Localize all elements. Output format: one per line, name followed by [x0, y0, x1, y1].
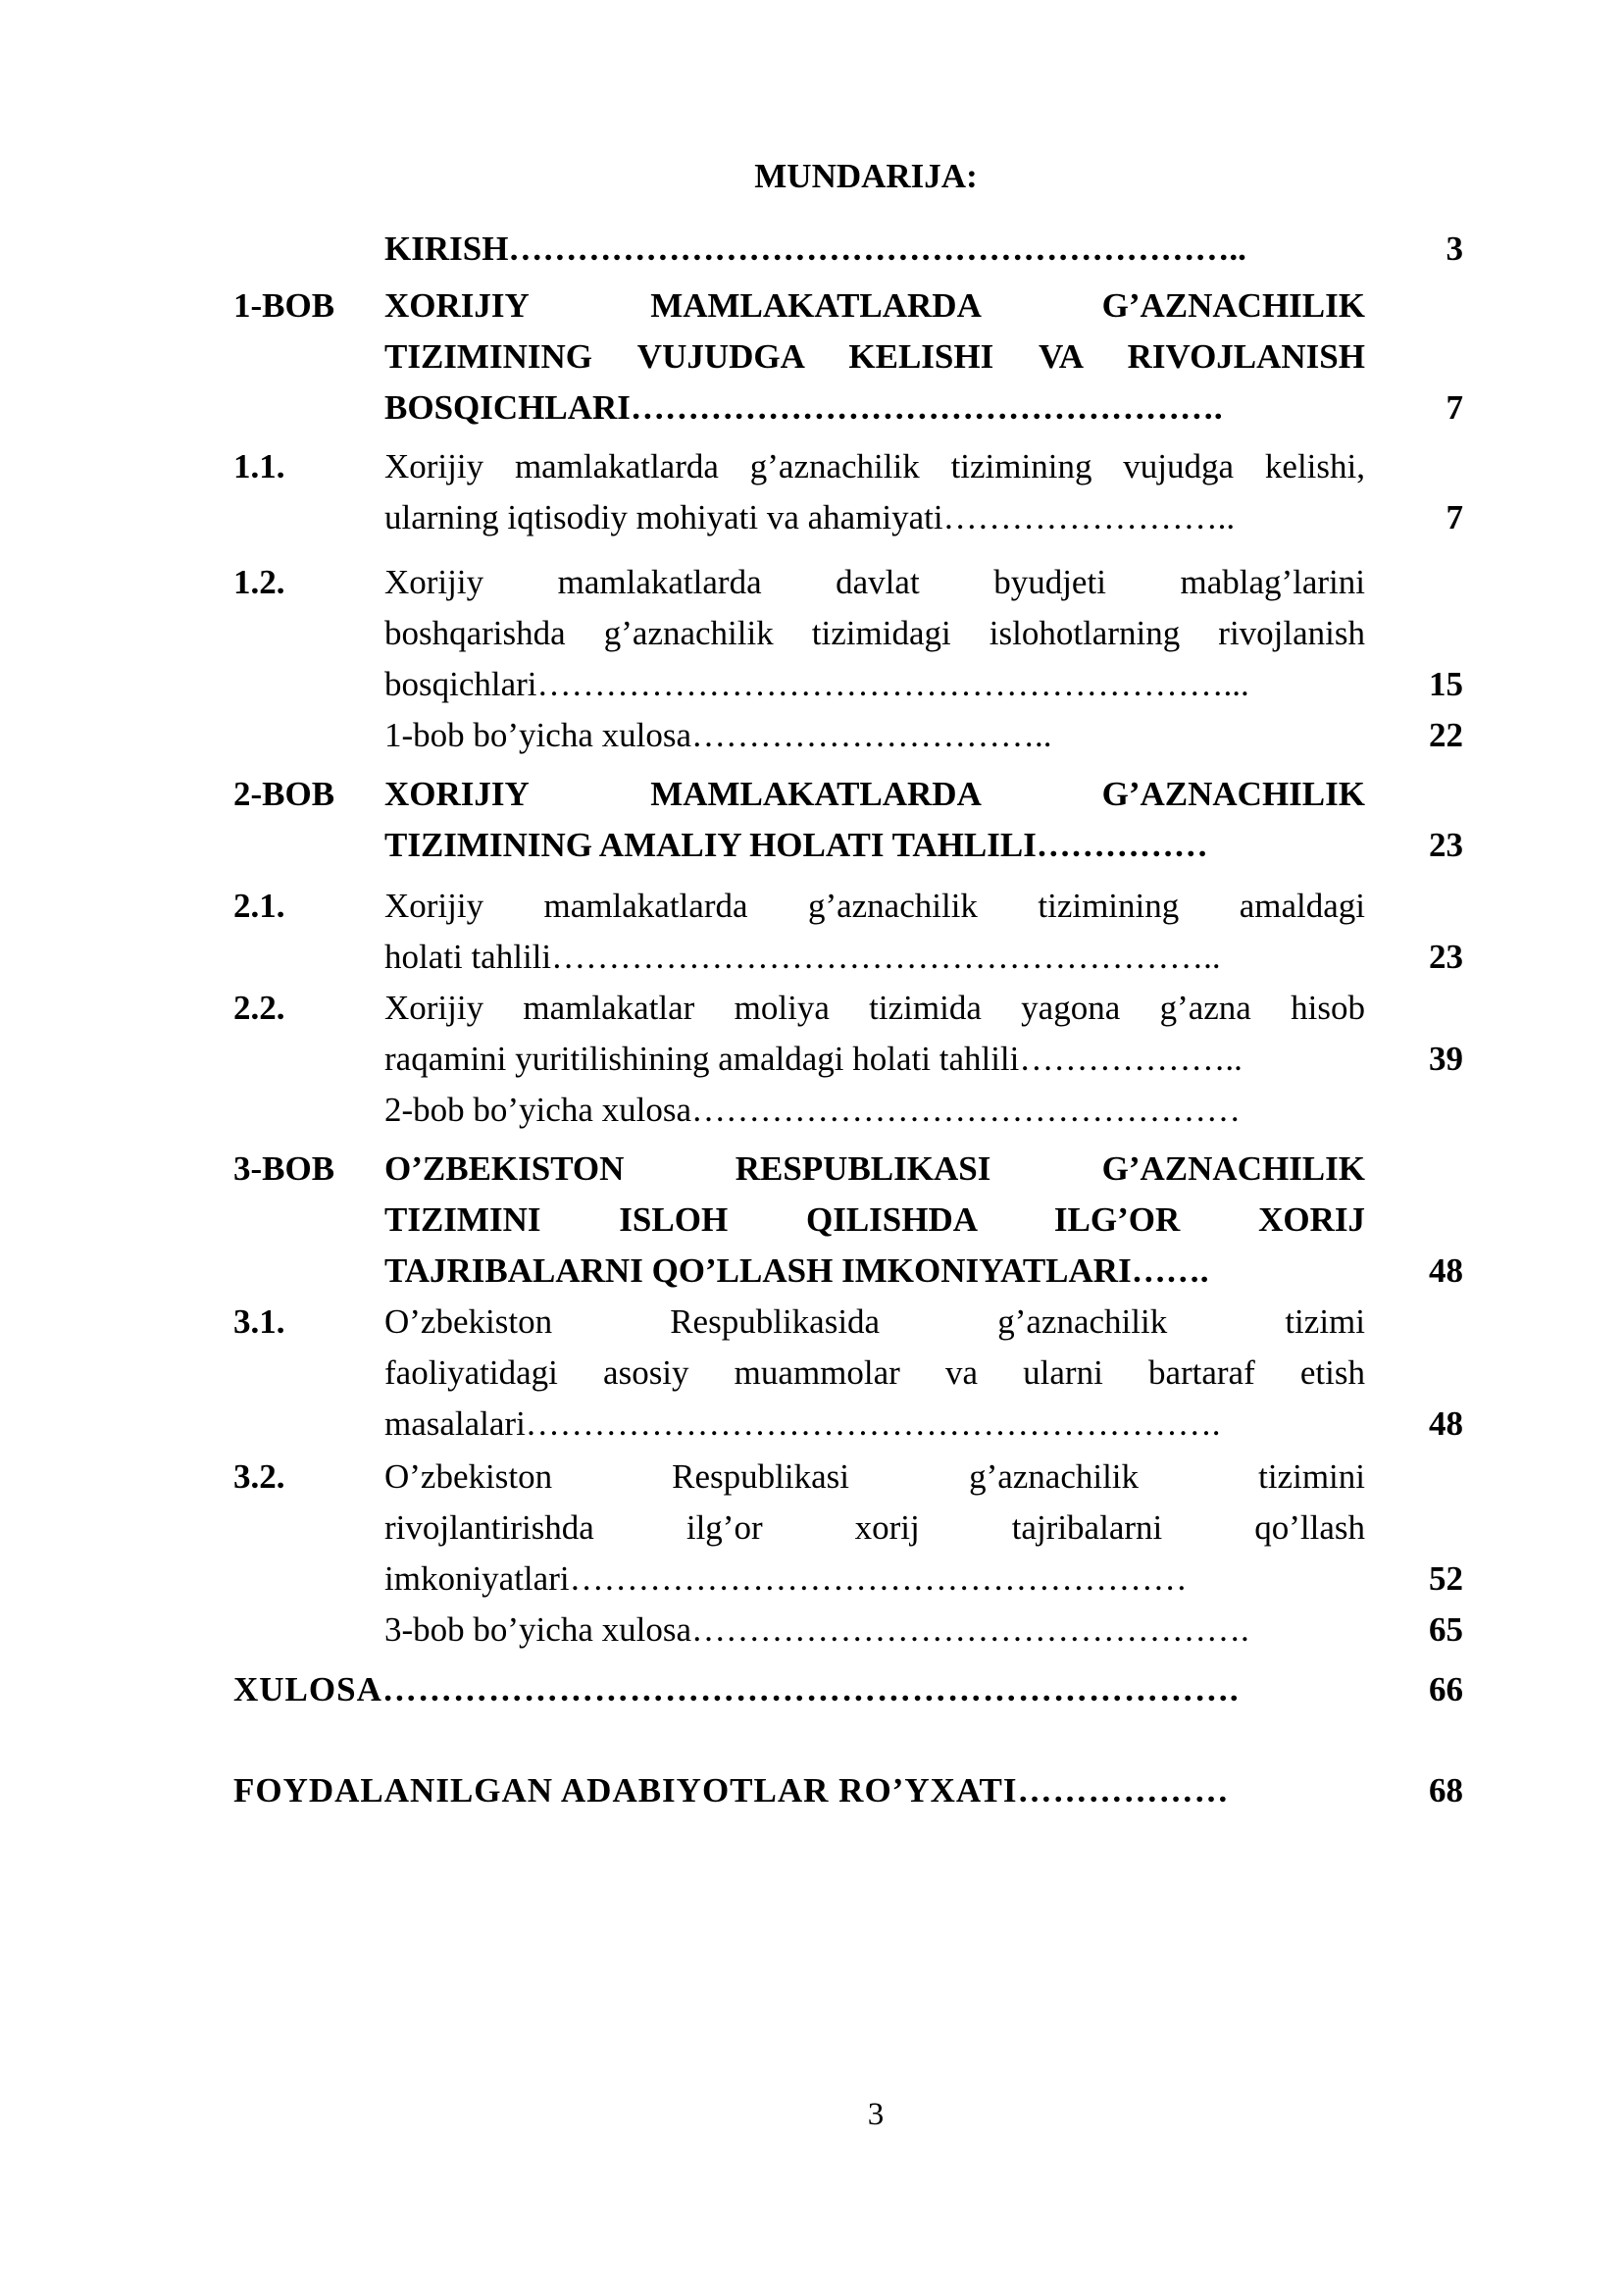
section-title — [384, 557, 1365, 710]
section-number: 3-BOB — [233, 1149, 335, 1188]
page-number: 48 — [1429, 1404, 1463, 1443]
page-number: 52 — [1429, 1559, 1463, 1598]
section-number: 3.2. — [233, 1457, 285, 1496]
section-title-line: raqamini yuritilishining amaldagi holati tahlili……………….. — [384, 1040, 1243, 1078]
section-title-line: XORIJIY MAMLAKATLARDA G’AZNACHILIK — [384, 775, 1365, 813]
page-number: 23 — [1429, 826, 1463, 864]
section-title — [384, 881, 1365, 983]
section-title-line: TIZIMINI ISLOH QILISHDA ILG’OR XORIJ — [384, 1200, 1365, 1239]
section-title-line: Xorijiy mamlakatlarda davlat byudjeti mablag’larini — [384, 563, 1365, 601]
page-number: 7 — [1446, 498, 1463, 536]
page-number: 3 — [1446, 229, 1463, 268]
section-title — [384, 441, 1365, 543]
section-number: 1.1. — [233, 447, 285, 485]
section-title — [384, 710, 1365, 761]
page-number: 39 — [1429, 1040, 1463, 1078]
section-number: 1.2. — [233, 563, 285, 601]
section-title-line: 3-bob bo’yicha xulosa…………………………………………. — [384, 1610, 1249, 1649]
section-number: 2.1. — [233, 887, 285, 925]
conclusion-text: XULOSA………………………………………………………………. — [233, 1670, 1240, 1708]
section-title — [384, 224, 1365, 275]
section-number: 2-BOB — [233, 775, 335, 813]
section-title-line: Xorijiy mamlakatlar moliya tizimida yagona g’azna hisob — [384, 989, 1365, 1027]
section-title-line: O’zbekiston Respublikasi g’aznachilik tizimini — [384, 1457, 1365, 1496]
page-number: 65 — [1429, 1610, 1463, 1649]
page-number: 48 — [1429, 1251, 1463, 1290]
section-title — [384, 1297, 1365, 1450]
section-title-line: XORIJIY MAMLAKATLARDA G’AZNACHILIK — [384, 286, 1365, 325]
page-number: 7 — [1446, 388, 1463, 427]
section-title-line: faoliyatidagi asosiy muammolar va ularni bartaraf etish — [384, 1353, 1365, 1392]
section-number: 1-BOB — [233, 286, 335, 325]
section-title — [384, 1605, 1365, 1656]
section-title — [384, 983, 1365, 1085]
page-number: 22 — [1429, 716, 1463, 754]
section-title-line: ularning iqtisodiy mohiyati va ahamiyati…………………….. — [384, 498, 1236, 536]
section-title-line: Xorijiy mamlakatlarda g’aznachilik tizimining vujudga kelishi, — [384, 447, 1365, 485]
page-footer-number: 3 — [867, 2097, 885, 2132]
section-number: 3.1. — [233, 1302, 285, 1341]
section-title-line: TIZIMINING VUJUDGA KELISHI VA RIVOJLANISH — [384, 337, 1365, 376]
section-title — [384, 1085, 1365, 1136]
page-number: 23 — [1429, 938, 1463, 976]
section-number: 2.2. — [233, 989, 285, 1027]
references-text: FOYDALANILGAN ADABIYOTLAR RO’YXATI……………… — [233, 1771, 1230, 1810]
section-title-line: O’zbekiston Respublikasida g’aznachilik tizimi — [384, 1302, 1365, 1341]
section-title-line: bosqichlari……………………………………………………... — [384, 665, 1249, 703]
section-title-line: Xorijiy mamlakatlarda g’aznachilik tizimining amaldagi — [384, 887, 1365, 925]
page-number: 15 — [1429, 665, 1463, 703]
section-title-line: rivojlantirishda ilg’or xorij tajribalarni qo’llash — [384, 1508, 1365, 1547]
section-title-line: KIRISH……………………………………………………….. — [384, 229, 1246, 268]
section-title-line: imkoniyatlari……………………………………………… — [384, 1559, 1188, 1598]
section-title-line: masalalari……………………………………………………. — [384, 1404, 1221, 1443]
section-title-line: TAJRIBALARNI QO’LLASH IMKONIYATLARI……. — [384, 1251, 1209, 1290]
section-title-line: O’ZBEKISTON RESPUBLIKASI G’AZNACHILIK — [384, 1149, 1365, 1188]
section-title-line: TIZIMINING AMALIY HOLATI TAHLILI…………… — [384, 826, 1208, 864]
section-title-line: 1-bob bo’yicha xulosa………………………….. — [384, 716, 1052, 754]
section-title-line: boshqarishda g’aznachilik tizimidagi islohotlarning rivojlanish — [384, 614, 1365, 652]
toc-title: MUNDARIJA: — [754, 157, 978, 195]
section-title — [384, 769, 1365, 871]
conclusion-page-number: 66 — [1429, 1670, 1463, 1708]
section-title-line: 2-bob bo’yicha xulosa………………………………………… — [384, 1091, 1241, 1129]
references-page-number: 68 — [1429, 1771, 1463, 1810]
section-title-line: holati tahlili………………………………………………….. — [384, 938, 1221, 976]
section-title — [384, 280, 1365, 433]
section-title-line: BOSQICHLARI……………………………………………. — [384, 388, 1223, 427]
section-title — [384, 1452, 1365, 1605]
section-title — [384, 1144, 1365, 1297]
